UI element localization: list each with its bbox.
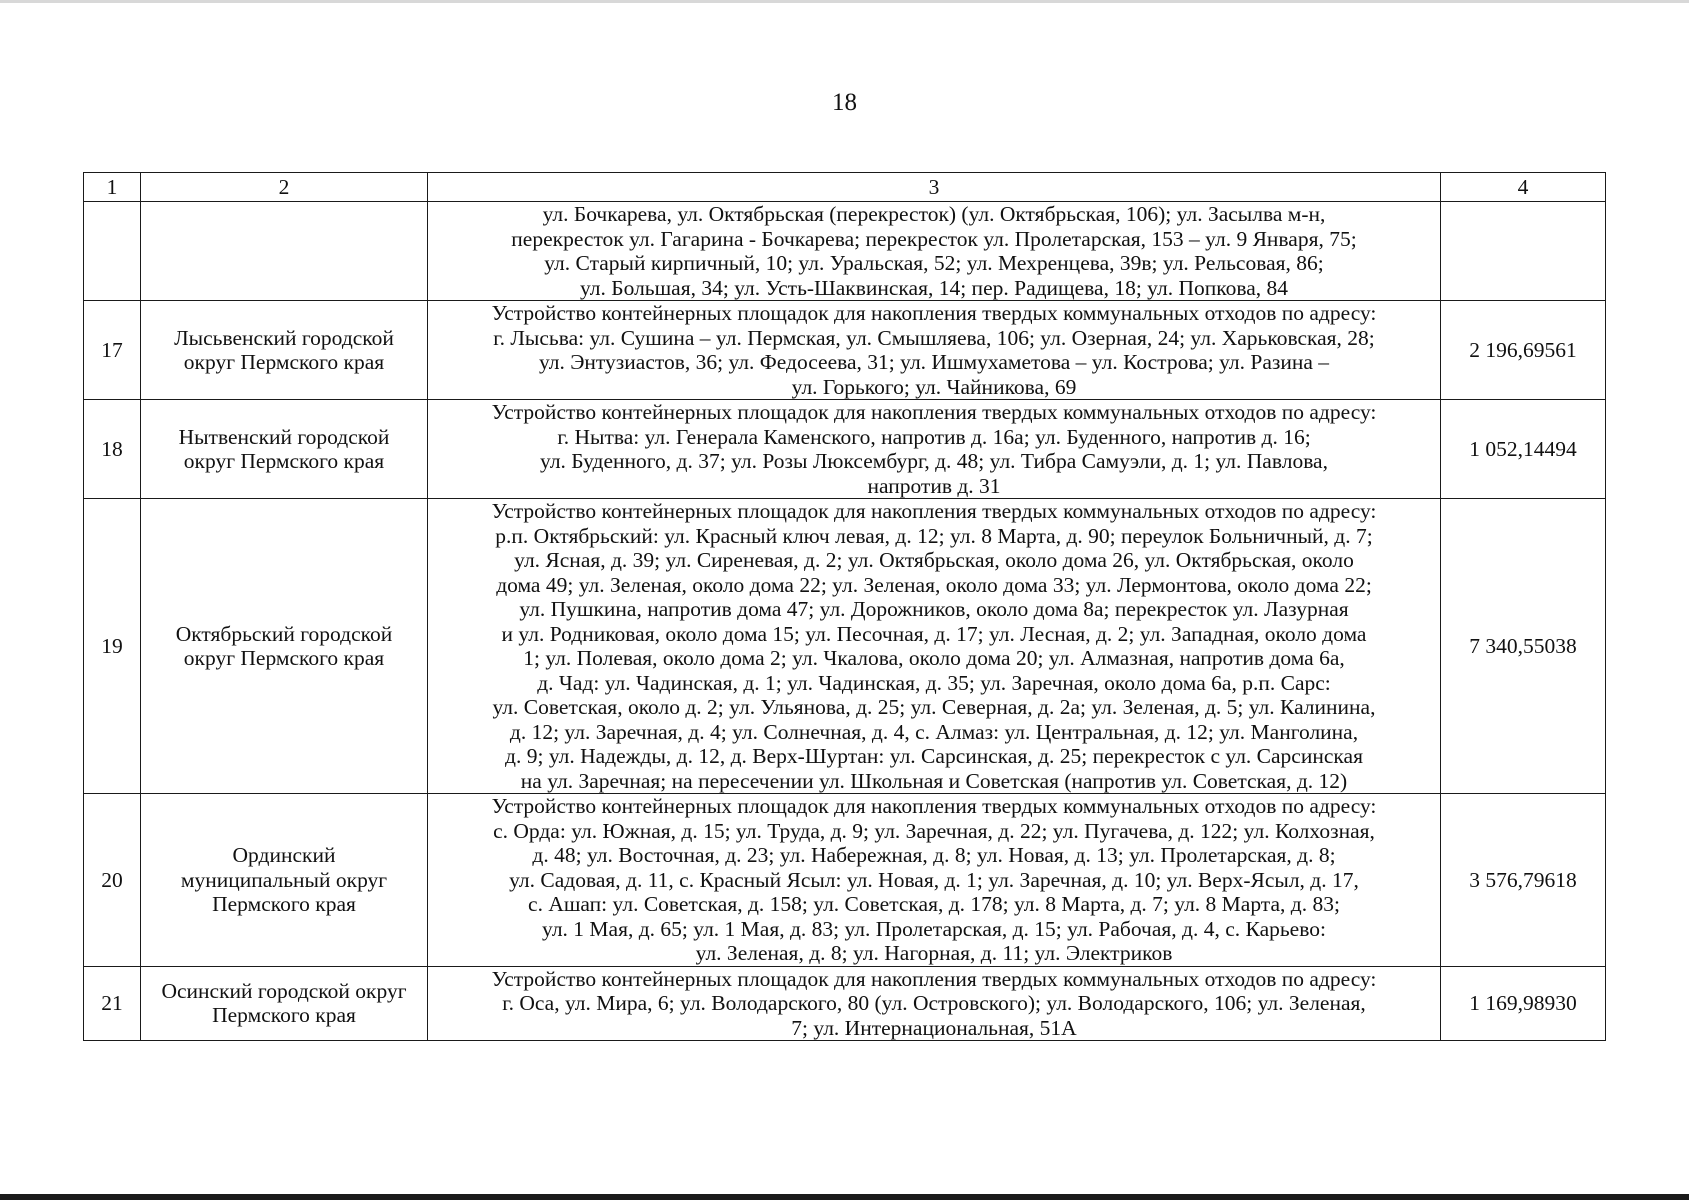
address-line: ул. Старый кирпичный, 10; ул. Уральская, 52; ул. Мехренцева, 39в; ул. Рельсовая, 86;	[544, 251, 1324, 275]
amount-value: 1 052,14494	[1441, 400, 1606, 499]
municipality-name	[141, 499, 428, 794]
address-line: ул. Горького; ул. Чайникова, 69	[791, 374, 1077, 399]
header-cell-4: 4	[1441, 173, 1606, 202]
table-row	[84, 966, 1606, 1041]
address-line: с. Ашап: ул. Советская, д. 158; ул. Советская, д. 178; ул. 8 Марта, д. 7; ул. 8 Марта, д. 83;	[528, 892, 1340, 916]
address-description	[428, 499, 1441, 794]
municipality-name	[141, 794, 428, 967]
address-line: д. 12; ул. Заречная, д. 4; ул. Солнечная, д. 4, с. Алмаз: ул. Центральная, д. 12; ул. Манголина,	[509, 719, 1359, 744]
scan-edge-top	[0, 0, 1689, 3]
address-description	[428, 202, 1441, 301]
address-line: ул. Бочкарева, ул. Октябрьская (перекресток) (ул. Октябрьская, 106); ул. Засылва м-н,	[542, 202, 1326, 226]
address-line: д. 48; ул. Восточная, д. 23; ул. Набережная, д. 8; ул. Новая, д. 13; ул. Пролетарская, д. 8;	[532, 843, 1336, 867]
page-number: 18	[832, 89, 857, 116]
municipality-name-line: Осинский городской округ	[161, 978, 407, 1003]
address-line: р.п. Октябрьский: ул. Красный ключ левая, д. 12; ул. 8 Марта, д. 90; переулок Больничный, д. 7;	[495, 523, 1373, 548]
municipality-name-line: округ Пермского края	[183, 449, 385, 473]
municipality-name	[141, 202, 428, 301]
municipality-name	[141, 301, 428, 400]
table-row	[84, 499, 1606, 794]
address-line: ул. Зеленая, д. 8; ул. Нагорная, д. 11; ул. Электриков	[695, 941, 1173, 965]
table-header-row	[84, 173, 1606, 202]
address-line: перекресток ул. Гагарина - Бочкарева; перекресток ул. Пролетарская, 153 – ул. 9 Января, 75;	[511, 226, 1357, 251]
table-row	[84, 400, 1606, 499]
municipality-name-line: Нытвенский городской	[178, 424, 390, 449]
address-line: д. 9; ул. Надежды, д. 12, д. Верх-Шуртан: ул. Сарсинская, д. 25; перекресток с ул. Сарсинская	[505, 744, 1363, 768]
municipality-name-line: Октябрьский городской	[175, 621, 393, 646]
address-line: ул. Энтузиастов, 36; ул. Федосеева, 31; ул. Ишмухаметова – ул. Кострова; ул. Разина –	[538, 350, 1330, 374]
amount-value: 2 196,69561	[1441, 301, 1606, 400]
header-cell-3: 3	[428, 173, 1441, 202]
address-line: дома 49; ул. Зеленая, около дома 22; ул. Зеленая, около дома 33; ул. Лермонтова, около дома 22;	[496, 572, 1372, 597]
address-line: и ул. Родниковая, около дома 15; ул. Песочная, д. 17; ул. Лесная, д. 2; ул. Западная, около дома	[501, 621, 1367, 646]
address-description	[428, 966, 1441, 1041]
address-description	[428, 794, 1441, 967]
municipality-name-line: округ Пермского края	[183, 350, 385, 374]
municipality-name-line: округ Пермского края	[183, 646, 385, 670]
address-line: Устройство контейнерных площадок для накопления твердых коммунальных отходов по адресу:	[491, 301, 1377, 325]
data-table	[83, 172, 1606, 1041]
table-body	[84, 173, 1606, 1041]
address-line: Устройство контейнерных площадок для накопления твердых коммунальных отходов по адресу:	[491, 400, 1377, 424]
address-line: ул. Советская, около д. 2; ул. Ульянова, д. 25; ул. Северная, д. 2а; ул. Зеленая, д. 5; ул. Калинина,	[492, 695, 1376, 719]
municipality-name-line: Лысьвенский городской	[174, 325, 394, 350]
municipality-name	[141, 400, 428, 499]
address-line: Устройство контейнерных площадок для накопления твердых коммунальных отходов по адресу:	[491, 794, 1377, 818]
address-line: на ул. Заречная; на пересечении ул. Школьная и Советская (напротив ул. Советская, д. 12)	[520, 768, 1348, 793]
address-line: ул. Садовая, д. 11, с. Красный Ясыл: ул. Новая, д. 1; ул. Заречная, д. 10; ул. Верх-Ясыл, д. 17,	[509, 867, 1359, 892]
address-description	[428, 301, 1441, 400]
address-line: г. Нытва: ул. Генерала Каменского, напротив д. 16а; ул. Буденного, напротив д. 16;	[557, 424, 1311, 449]
municipality-name-line: Ординский	[232, 843, 336, 867]
row-number: 20	[84, 794, 141, 967]
table-row	[84, 301, 1606, 400]
address-line: Устройство контейнерных площадок для накопления твердых коммунальных отходов по адресу:	[491, 966, 1377, 991]
address-line: г. Оса, ул. Мира, 6; ул. Володарского, 80 (ул. Островского); ул. Володарского, 106; ул. Зеленая,	[502, 991, 1366, 1015]
row-number: 17	[84, 301, 141, 400]
amount-value: 7 340,55038	[1441, 499, 1606, 794]
municipality-name-line: Пермского края	[212, 892, 356, 916]
address-line: 7; ул. Интернациональная, 51А	[791, 1015, 1077, 1040]
header-cell-1: 1	[84, 173, 141, 202]
address-line: ул. Буденного, д. 37; ул. Розы Люксембург, д. 48; ул. Тибра Самуэли, д. 1; ул. Павлова,	[540, 449, 1328, 473]
amount-value	[1441, 202, 1606, 301]
amount-value: 3 576,79618	[1441, 794, 1606, 967]
address-line: с. Орда: ул. Южная, д. 15; ул. Труда, д. 9; ул. Заречная, д. 22; ул. Пугачева, д. 122; ул. Колхозная,	[493, 818, 1375, 843]
address-line: Устройство контейнерных площадок для накопления твердых коммунальных отходов по адресу:	[491, 499, 1377, 523]
row-number: 18	[84, 400, 141, 499]
address-line: напротив д. 31	[867, 473, 1001, 498]
table-row	[84, 794, 1606, 967]
address-line: ул. 1 Мая, д. 65; ул. 1 Мая, д. 83; ул. Пролетарская, д. 15; ул. Рабочая, д. 4, с. Карьево:	[542, 916, 1326, 941]
address-line: ул. Большая, 34; ул. Усть-Шаквинская, 14; пер. Радищева, 18; ул. Попкова, 84	[579, 275, 1288, 300]
address-line: 1; ул. Полевая, около дома 2; ул. Чкалова, около дома 20; ул. Алмазная, напротив дома 6а,	[523, 646, 1345, 670]
address-description	[428, 400, 1441, 499]
header-cell-2: 2	[141, 173, 428, 202]
scan-edge-bottom	[0, 1194, 1689, 1200]
municipality-name	[141, 966, 428, 1041]
address-line: д. Чад: ул. Чадинская, д. 1; ул. Чадинская, д. 35; ул. Заречная, около дома 6а, р.п. Сарс:	[537, 670, 1331, 695]
table-row	[84, 202, 1606, 301]
address-line: г. Лысьва: ул. Сушина – ул. Пермская, ул. Смышляева, 106; ул. Озерная, 24; ул. Харьковская, 28;	[493, 325, 1375, 350]
amount-value: 1 169,98930	[1441, 966, 1606, 1041]
municipality-name-line: муниципальный округ	[180, 867, 388, 892]
row-number: 19	[84, 499, 141, 794]
municipality-name-line: Пермского края	[212, 1003, 356, 1028]
row-number	[84, 202, 141, 301]
address-line: ул. Пушкина, напротив дома 47; ул. Дорожников, около дома 8а; перекресток ул. Лазурная	[519, 597, 1349, 621]
row-number: 21	[84, 966, 141, 1041]
address-line: ул. Ясная, д. 39; ул. Сиреневая, д. 2; ул. Октябрьская, около дома 26, ул. Октябрьская, около	[514, 548, 1354, 572]
